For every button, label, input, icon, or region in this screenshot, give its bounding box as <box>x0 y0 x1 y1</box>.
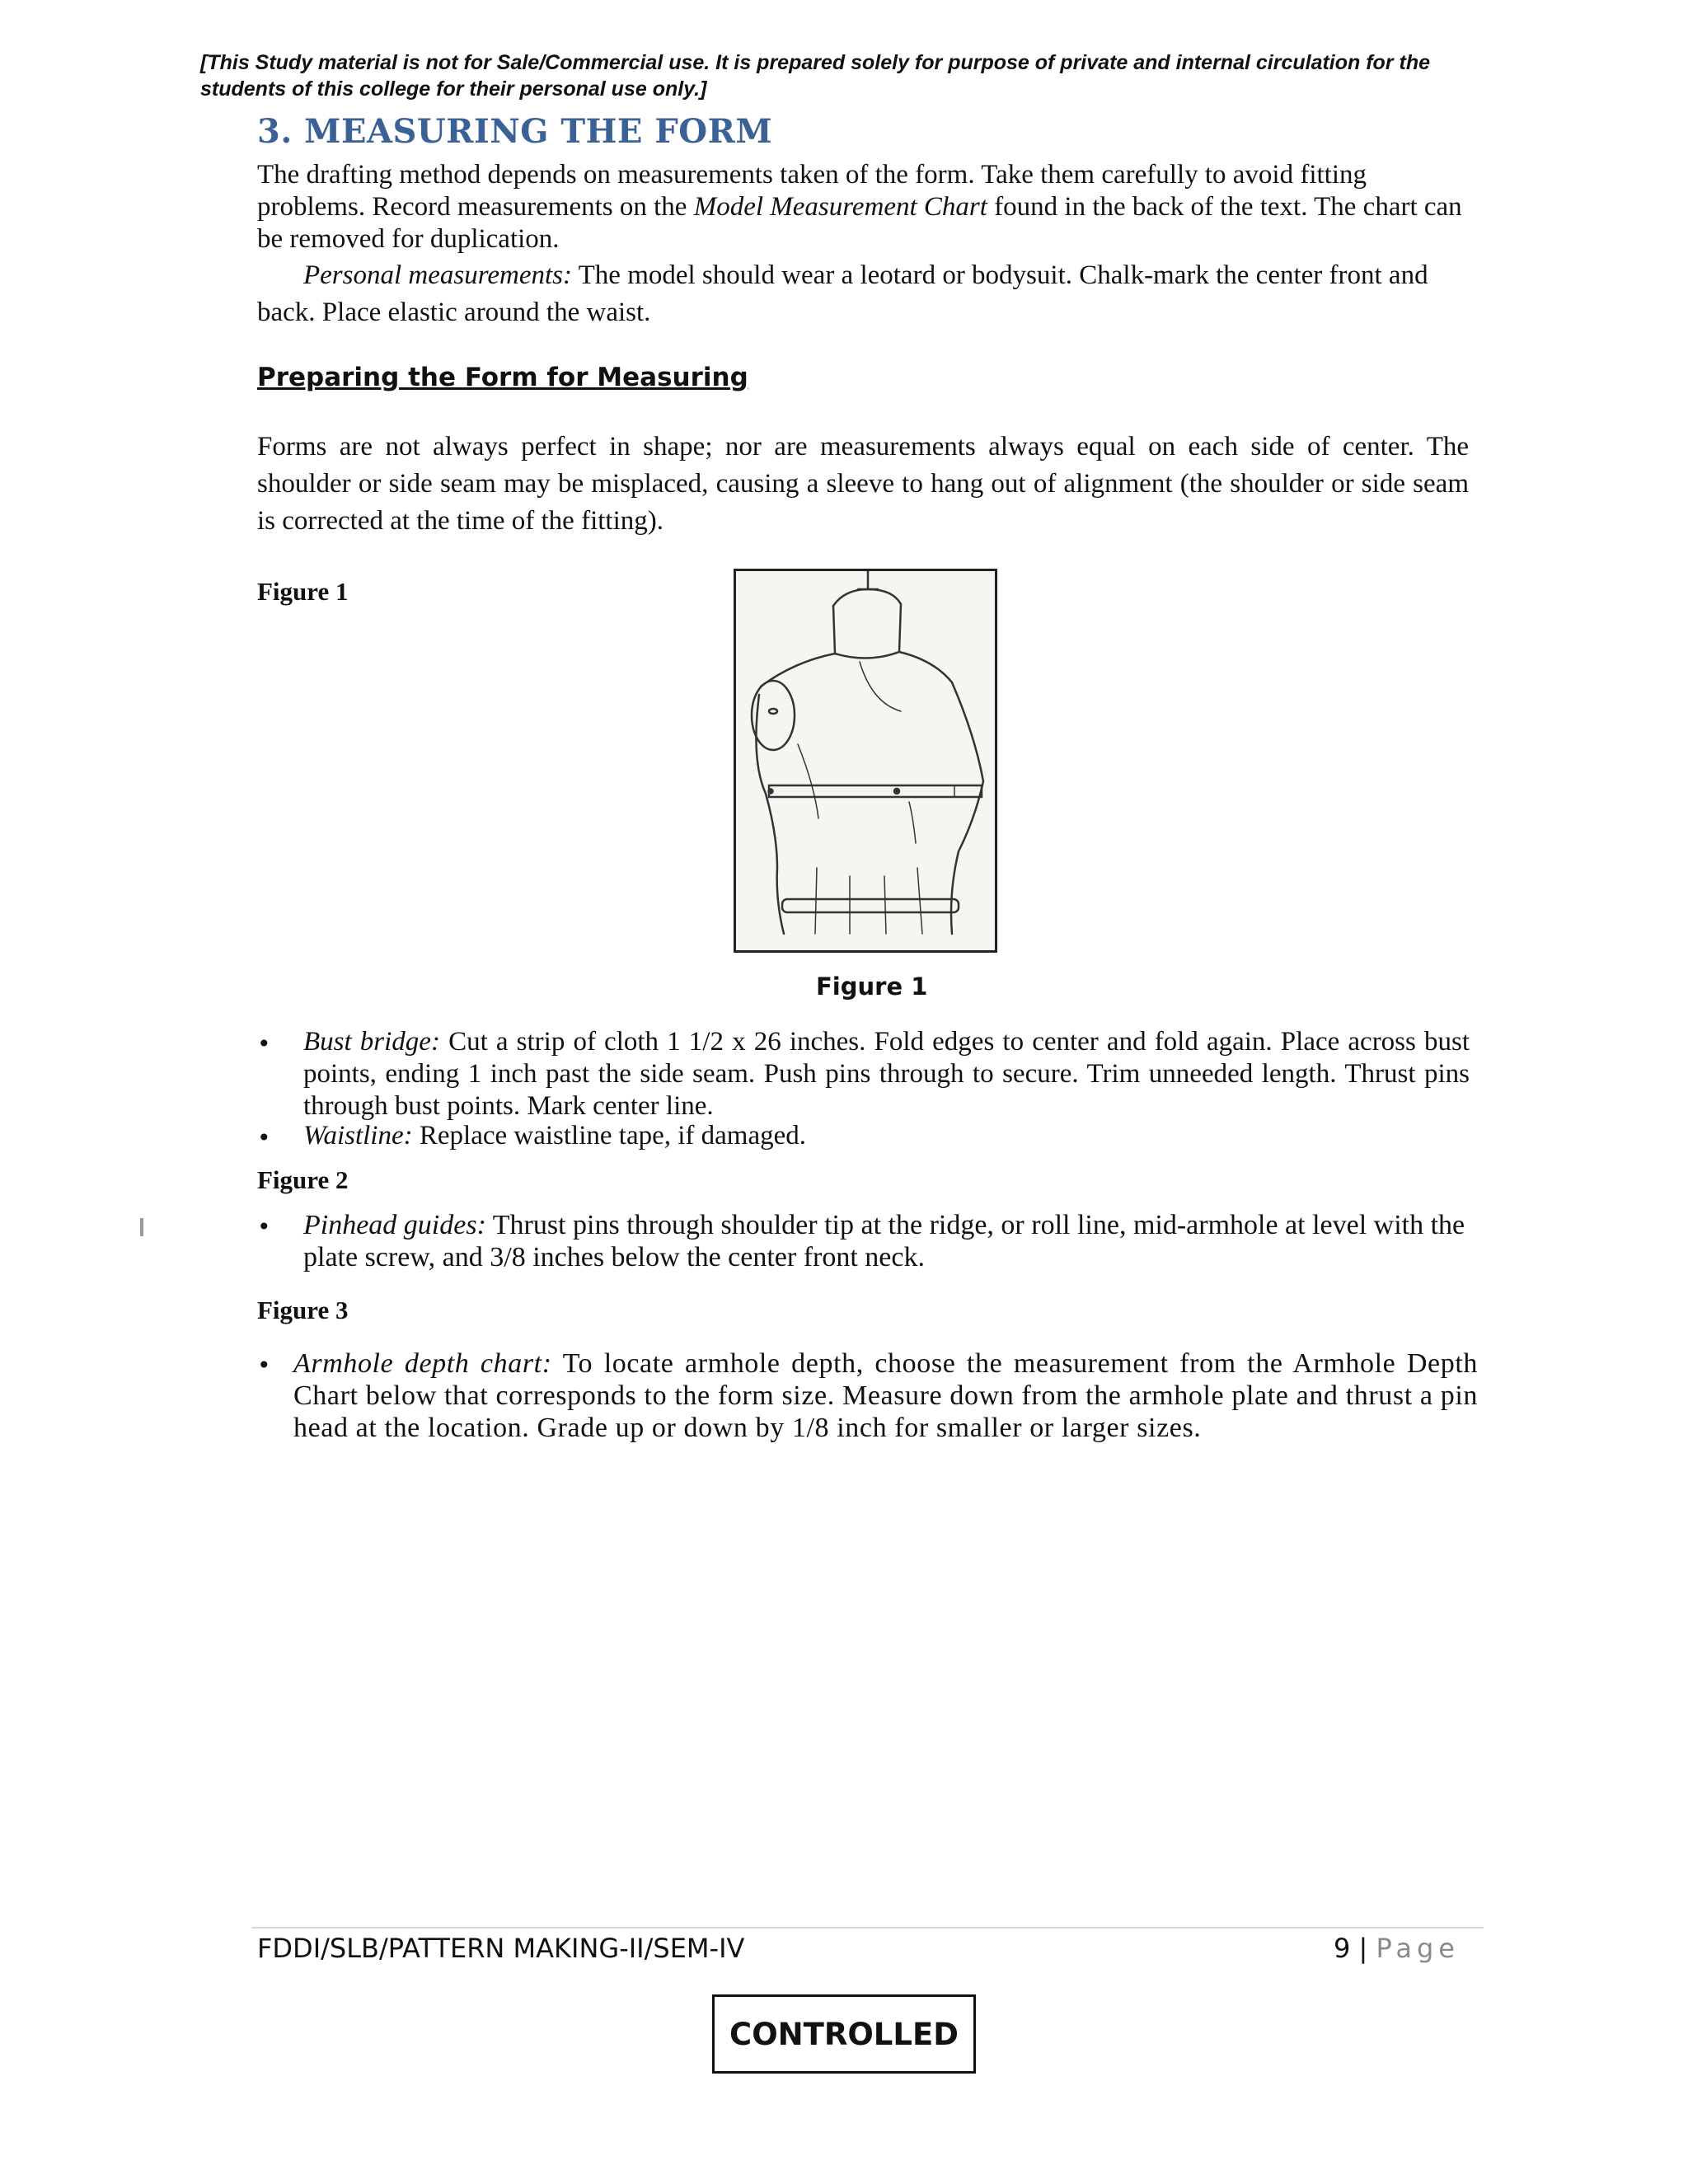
prep-paragraph: Forms are not always perfect in shape; nor are measurements always equal on each side of center. The shoulder or side seam may be misplaced, causing a sleeve to hang out of alignment (the shoulder or side seam is corrected at the time of the fitting). <box>257 432 1469 536</box>
disclaimer-text: [This Study material is not for Sale/Commercial use. It is prepared solely for purpose of private and internal circulation for the students of this college for their personal use only.] <box>200 51 1431 101</box>
bullet-icon: • <box>257 1124 271 1151</box>
pinhead-label: Pinhead guides: <box>303 1210 486 1240</box>
bullet-pinhead-guides <box>303 1209 1478 1273</box>
personal-label: Personal measurements: <box>303 260 572 290</box>
figure3-label: Figure 3 <box>257 1296 349 1324</box>
bullet-icon: • <box>257 1213 271 1240</box>
bust-bridge-label: Bust bridge: <box>303 1027 440 1057</box>
armhole-text: To locate armhole depth, choose the measurement from the Armhole Depth Chart below that corresponds to the form size. Measure down from the armhole plate and thrust a pin head at the location. Grade up or down by 1/8 inch for smaller or larger sizes. <box>293 1348 1478 1443</box>
figure1-label: Figure 1 <box>257 577 349 606</box>
margin-mark <box>140 1218 143 1236</box>
section-heading: 3. MEASURING THE FORM <box>257 112 773 151</box>
chart-name: Model Measurement Chart <box>693 192 987 222</box>
dress-form-figure <box>734 569 997 953</box>
dress-form-illustration <box>736 571 995 950</box>
controlled-stamp: CONTROLLED <box>712 1994 976 2074</box>
waistline-label: Waistline: <box>303 1121 413 1151</box>
bullet-armhole-depth <box>293 1347 1478 1444</box>
figure2-label: Figure 2 <box>257 1165 349 1194</box>
intro-text-1: The drafting method depends on measurements taken of the form. Take them carefully to avoid fitting problems. Record measurements on the <box>257 160 1367 222</box>
subheading: Preparing the Form for Measuring <box>257 363 748 392</box>
page-number: 9 <box>1334 1933 1351 1964</box>
figure1-caption: Figure 1 <box>816 972 928 1001</box>
footer-page-number <box>1334 1933 1460 1964</box>
bullet-bust-bridge <box>303 1026 1470 1122</box>
footer-divider <box>251 1927 1484 1929</box>
page-separator: | <box>1358 1933 1368 1964</box>
page-word: Page <box>1376 1933 1460 1964</box>
bust-bridge-text: Cut a strip of cloth 1 1/2 x 26 inches. Fold edges to center and fold again. Place across bust points, ending 1 inch past the side seam. Push pins through to secure. Trim unneeded length. Thrust pins through bust points. Mark center line. <box>303 1027 1470 1121</box>
personal-text: The model should wear a leotard or bodysuit. Chalk-mark the center front and back. Place elastic around the waist. <box>257 260 1428 327</box>
personal-paragraph <box>257 257 1469 331</box>
intro-text-2: found in the back of the text. The chart can be removed for duplication. <box>257 192 1462 254</box>
bullet-icon: • <box>257 1352 271 1379</box>
bullet-waistline <box>303 1120 1470 1152</box>
waistline-text: Replace waistline tape, if damaged. <box>412 1121 807 1151</box>
armhole-label: Armhole depth chart: <box>293 1348 552 1379</box>
pinhead-text: Thrust pins through shoulder tip at the ridge, or roll line, mid-armhole at level with the plate screw, and 3/8 inches below the center front neck. <box>303 1210 1465 1272</box>
intro-paragraph <box>257 159 1469 255</box>
bullet-icon: • <box>257 1030 271 1057</box>
footer-course-code: FDDI/SLB/PATTERN MAKING-II/SEM-IV <box>257 1933 745 1964</box>
